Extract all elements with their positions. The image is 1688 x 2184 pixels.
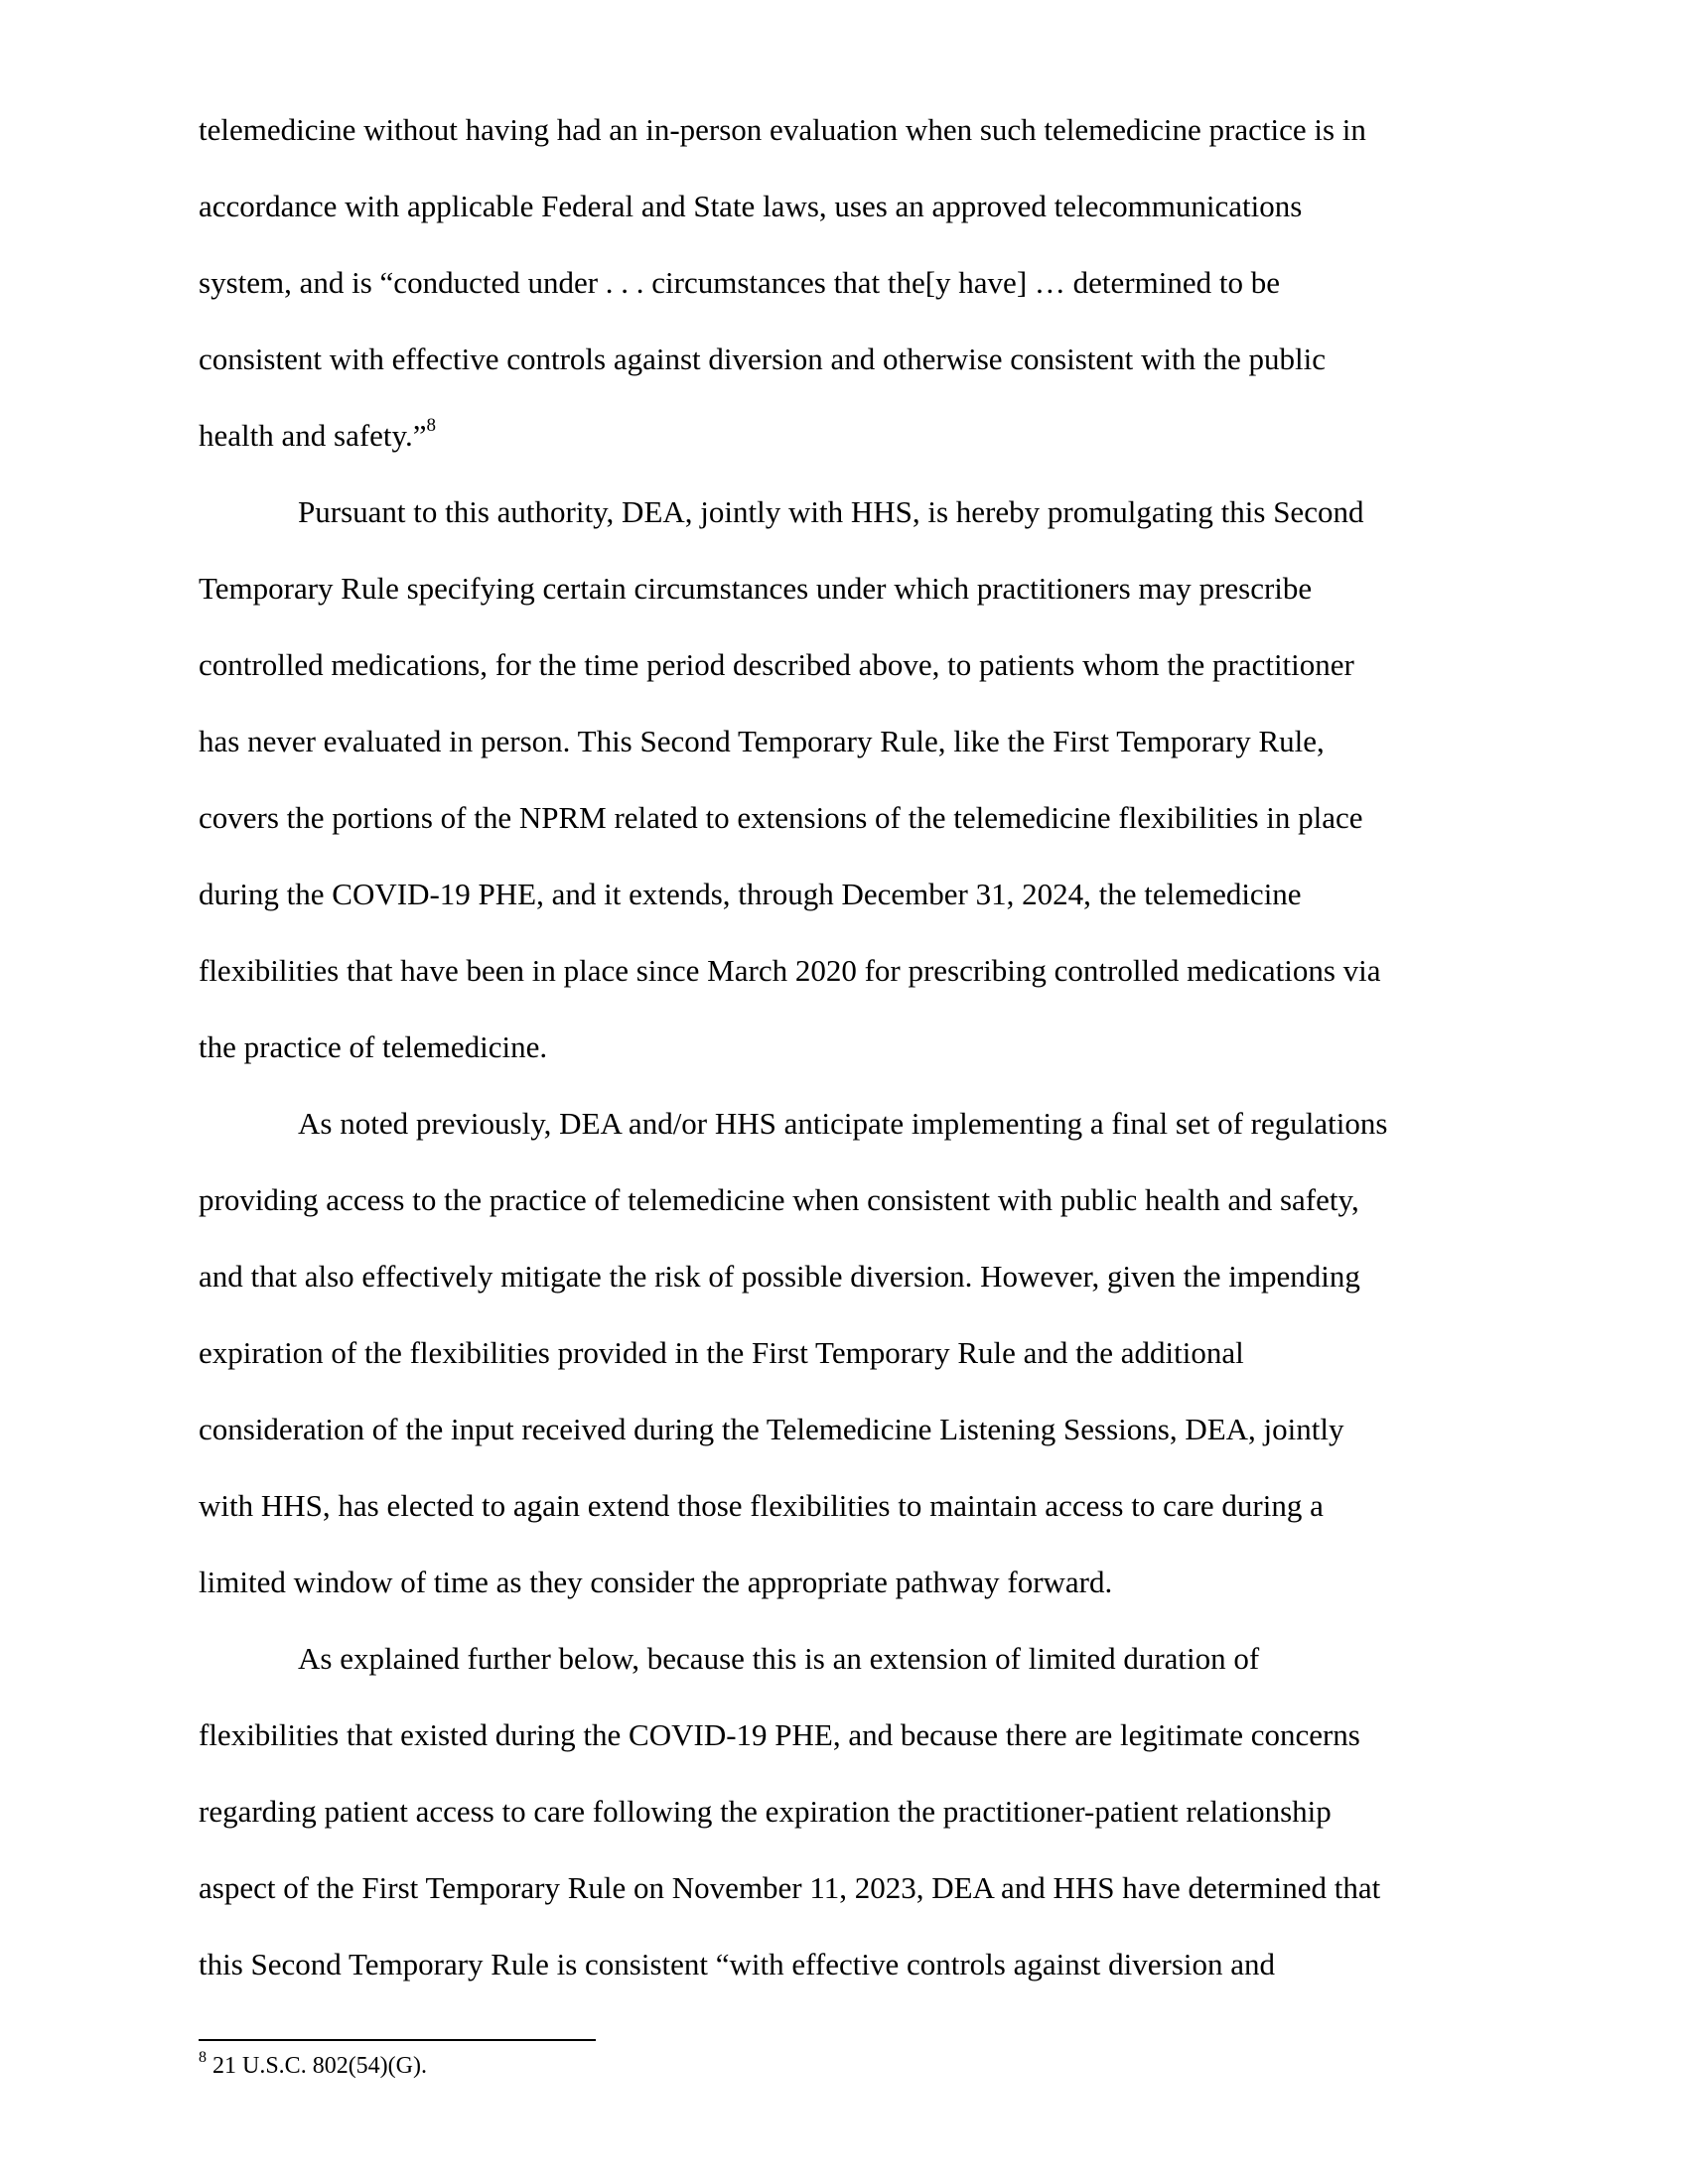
body-line — [199, 244, 1489, 321]
body-line-text: system, and is “conducted under . . . circumstances that the[y have] … determined to be — [199, 265, 1280, 300]
body-line — [199, 1085, 1489, 1161]
body-line — [199, 1697, 1489, 1773]
body-line — [199, 91, 1489, 168]
body-line-text: and that also effectively mitigate the risk of possible diversion. However, given the impending — [199, 1259, 1360, 1294]
body-line — [199, 703, 1489, 779]
body-line-text: accordance with applicable Federal and State laws, uses an approved telecommunications — [199, 189, 1303, 223]
body-line — [199, 1314, 1489, 1391]
body-line — [199, 1773, 1489, 1849]
footnote-reference[interactable]: 8 — [426, 414, 437, 436]
body-line-text: expiration of the flexibilities provided in the First Temporary Rule and the additional — [199, 1335, 1244, 1370]
body-line-text: providing access to the practice of telemedicine when consistent with public health and safety, — [199, 1182, 1359, 1217]
body-line-text: health and safety.” — [199, 418, 427, 453]
body-line-text: consistent with effective controls against diversion and otherwise consistent with the public — [199, 341, 1326, 376]
body-line-text: controlled medications, for the time period described above, to patients whom the practitioner — [199, 647, 1354, 682]
body-line-text: telemedicine without having had an in-person evaluation when such telemedicine practice is in — [199, 112, 1366, 147]
body-line — [199, 1926, 1489, 2002]
body-line — [199, 856, 1489, 932]
body-line — [199, 932, 1489, 1009]
body-line — [199, 1391, 1489, 1467]
body-line — [199, 626, 1489, 703]
body-line-text: regarding patient access to care following the expiration the practitioner-patient relationship — [199, 1794, 1332, 1829]
document-body — [199, 91, 1489, 2002]
body-line — [199, 397, 1489, 474]
body-line-text: consideration of the input received during the Telemedicine Listening Sessions, DEA, jointly — [199, 1412, 1344, 1446]
body-line — [199, 474, 1489, 550]
body-line-text: flexibilities that existed during the COVID-19 PHE, and because there are legitimate concerns — [199, 1717, 1360, 1752]
body-line-text: covers the portions of the NPRM related to extensions of the telemedicine flexibilities in place — [199, 800, 1363, 835]
body-line-text: the practice of telemedicine. — [199, 1029, 548, 1064]
body-line-text: with HHS, has elected to again extend those flexibilities to maintain access to care during a — [199, 1488, 1324, 1523]
footnote-divider — [199, 2039, 596, 2041]
body-line — [199, 1238, 1489, 1314]
body-line-text: during the COVID-19 PHE, and it extends, through December 31, 2024, the telemedicine — [199, 877, 1302, 911]
body-line — [199, 1544, 1489, 1620]
body-line-text: flexibilities that have been in place since March 2020 for prescribing controlled medications via — [199, 953, 1381, 988]
body-line — [199, 1009, 1489, 1085]
body-line-text: aspect of the First Temporary Rule on November 11, 2023, DEA and HHS have determined that — [199, 1870, 1381, 1905]
footnote-text: 21 U.S.C. 802(54)(G). — [207, 2053, 427, 2079]
body-line — [199, 1849, 1489, 1926]
body-line-text: Pursuant to this authority, DEA, jointly with HHS, is hereby promulgating this Second — [298, 494, 1364, 529]
body-line — [199, 779, 1489, 856]
body-line-text: has never evaluated in person. This Second Temporary Rule, like the First Temporary Rule, — [199, 724, 1325, 758]
body-line-text: Temporary Rule specifying certain circumstances under which practitioners may prescribe — [199, 571, 1313, 606]
body-line-text: limited window of time as they consider the appropriate pathway forward. — [199, 1565, 1113, 1599]
body-line — [199, 1467, 1489, 1544]
body-line — [199, 1161, 1489, 1238]
body-line — [199, 1620, 1489, 1697]
body-line-text: As explained further below, because this is an extension of limited duration of — [298, 1641, 1260, 1676]
footnote-8 — [199, 2051, 427, 2081]
body-line — [199, 168, 1489, 244]
body-line — [199, 321, 1489, 397]
body-line-text: As noted previously, DEA and/or HHS anticipate implementing a final set of regulations — [298, 1106, 1388, 1141]
body-line — [199, 550, 1489, 626]
footnote-number: 8 — [199, 2049, 207, 2066]
body-line-text: this Second Temporary Rule is consistent “with effective controls against diversion and — [199, 1947, 1276, 1981]
